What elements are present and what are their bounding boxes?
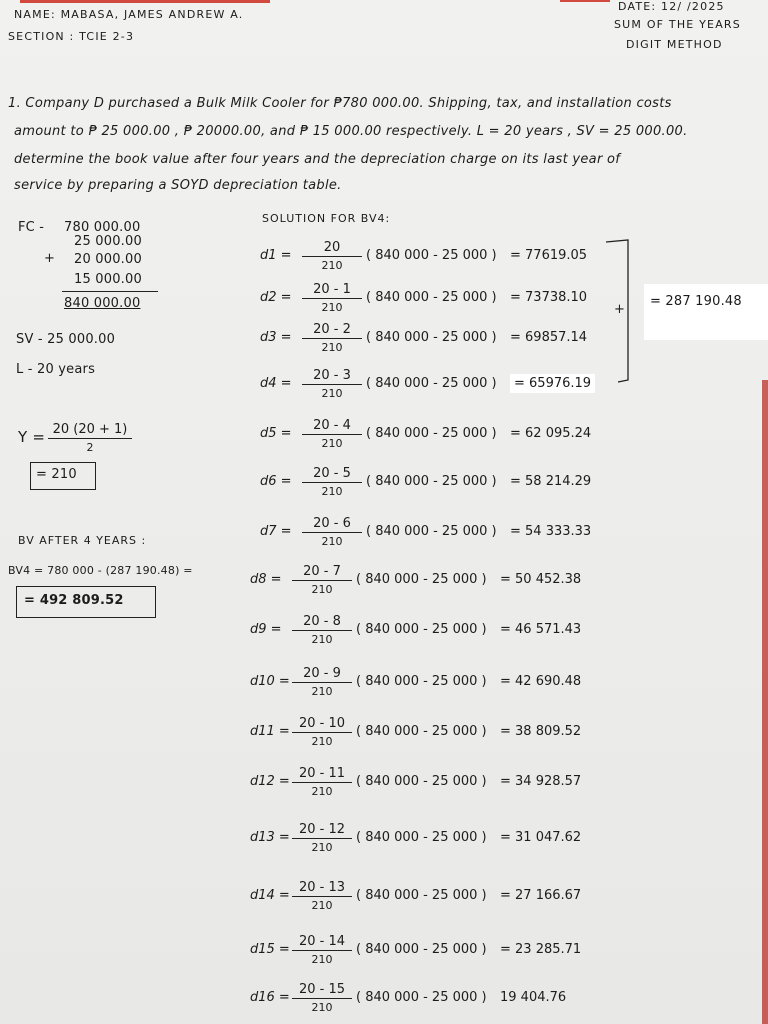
fraction-denominator: 210 — [321, 259, 343, 272]
depreciation-result: = 23 285.71 — [500, 942, 582, 957]
fraction-denominator: 210 — [321, 341, 343, 354]
depreciation-label: d11 = — [250, 724, 290, 739]
depreciable-amount: ( 840 000 - 25 000 ) — [356, 674, 487, 689]
depreciation-label: d15 = — [250, 942, 290, 957]
depreciation-result: = 46 571.43 — [500, 622, 582, 637]
fraction-denominator: 210 — [311, 735, 333, 748]
depreciation-label: d16 = — [250, 990, 290, 1005]
depreciation-result: = 34 928.57 — [500, 774, 582, 789]
life-years: L - 20 years — [16, 362, 96, 377]
depreciation-result: = 50 452.38 — [500, 572, 582, 587]
depreciation-result: = 69857.14 — [510, 330, 588, 345]
fraction-denominator: 210 — [311, 899, 333, 912]
problem-line: 1. Company D purchased a Bulk Milk Cooler for ₱780 000.00. Shipping, tax, and installation costs — [8, 96, 672, 111]
depreciable-amount: ( 840 000 - 25 000 ) — [366, 330, 497, 345]
depreciation-result: 19 404.76 — [500, 990, 567, 1005]
depreciation-label: d5 = — [260, 426, 292, 441]
depreciation-result: = 27 166.67 — [500, 888, 582, 903]
fraction-denominator: 210 — [311, 1001, 333, 1014]
depreciable-amount: ( 840 000 - 25 000 ) — [356, 572, 487, 587]
fraction-numerator: 20 - 5 — [302, 466, 362, 483]
y-numerator: 20 (20 + 1) — [48, 422, 132, 439]
date-label: DATE: 12/ /2025 — [618, 0, 725, 13]
fraction-numerator: 20 — [302, 240, 362, 257]
first-cost-item: 15 000.00 — [74, 272, 142, 287]
fraction-denominator: 210 — [321, 485, 343, 498]
fraction-numerator: 20 - 13 — [292, 880, 352, 897]
salvage-value: SV - 25 000.00 — [16, 332, 116, 347]
depreciable-amount: ( 840 000 - 25 000 ) — [366, 524, 497, 539]
fraction-denominator: 210 — [321, 437, 343, 450]
fraction-numerator: 20 - 7 — [292, 564, 352, 581]
problem-line: service by preparing a SOYD depreciation table. — [14, 178, 342, 193]
fraction-numerator: 20 - 15 — [292, 982, 352, 999]
depreciable-amount: ( 840 000 - 25 000 ) — [356, 724, 487, 739]
depreciable-amount: ( 840 000 - 25 000 ) — [366, 248, 497, 263]
fraction-numerator: 20 - 11 — [292, 766, 352, 783]
fraction-numerator: 20 - 4 — [302, 418, 362, 435]
student-name: NAME: MABASA, JAMES ANDREW A. — [14, 8, 244, 21]
depreciation-label: d10 = — [250, 674, 290, 689]
fraction-denominator: 210 — [311, 953, 333, 966]
y-result: = 210 — [36, 467, 77, 482]
method-title-line2: DIGIT METHOD — [626, 38, 723, 51]
depreciation-result: = 73738.10 — [510, 290, 588, 305]
fraction-denominator: 210 — [311, 685, 333, 698]
depreciation-label: d4 = — [260, 376, 292, 391]
plus-sign: + — [44, 251, 56, 266]
depreciable-amount: ( 840 000 - 25 000 ) — [356, 622, 487, 637]
depreciation-result: = 62 095.24 — [510, 426, 592, 441]
sum-d1-d4: = 287 190.48 — [650, 294, 742, 309]
fraction-denominator: 210 — [311, 785, 333, 798]
fraction-denominator: 210 — [321, 387, 343, 400]
depreciation-result: = 31 047.62 — [500, 830, 582, 845]
first-cost-item: 20 000.00 — [74, 252, 142, 267]
depreciation-result: = 77619.05 — [510, 248, 588, 263]
first-cost-item: 25 000.00 — [74, 234, 142, 249]
y-denominator: 2 — [86, 441, 94, 454]
bv-equation: BV4 = 780 000 - (287 190.48) = — [8, 564, 193, 577]
depreciable-amount: ( 840 000 - 25 000 ) — [366, 426, 497, 441]
depreciation-label: d13 = — [250, 830, 290, 845]
bv-result: = 492 809.52 — [24, 593, 124, 608]
depreciation-result: = 54 333.33 — [510, 524, 592, 539]
depreciation-label: d14 = — [250, 888, 290, 903]
fraction-numerator: 20 - 3 — [302, 368, 362, 385]
fraction-numerator: 20 - 2 — [302, 322, 362, 339]
depreciation-result: = 42 690.48 — [500, 674, 582, 689]
fraction-numerator: 20 - 10 — [292, 716, 352, 733]
first-cost-item: 780 000.00 — [64, 220, 141, 235]
highlight-patch — [644, 284, 768, 340]
depreciation-label: d9 = — [250, 622, 282, 637]
y-label: Y = — [18, 428, 46, 446]
solution-title: SOLUTION FOR BV4: — [262, 212, 391, 225]
bracket-plus: + — [614, 302, 626, 317]
fraction-numerator: 20 - 1 — [302, 282, 362, 299]
depreciable-amount: ( 840 000 - 25 000 ) — [366, 376, 497, 391]
fraction-denominator: 210 — [311, 583, 333, 596]
fraction-denominator: 210 — [321, 535, 343, 548]
depreciable-amount: ( 840 000 - 25 000 ) — [356, 888, 487, 903]
depreciation-label: d6 = — [260, 474, 292, 489]
method-title-line1: SUM OF THE YEARS — [614, 18, 741, 31]
depreciation-label: d2 = — [260, 290, 292, 305]
fraction-numerator: 20 - 9 — [292, 666, 352, 683]
bv-title: BV AFTER 4 YEARS : — [18, 534, 147, 547]
fraction-denominator: 210 — [311, 633, 333, 646]
first-cost-label: FC - — [18, 220, 45, 235]
depreciation-result: = 65976.19 — [510, 374, 595, 393]
depreciable-amount: ( 840 000 - 25 000 ) — [356, 990, 487, 1005]
depreciation-label: d3 = — [260, 330, 292, 345]
section-label: SECTION : TCIE 2-3 — [8, 30, 135, 43]
depreciable-amount: ( 840 000 - 25 000 ) — [366, 290, 497, 305]
depreciable-amount: ( 840 000 - 25 000 ) — [356, 830, 487, 845]
fraction-denominator: 210 — [311, 841, 333, 854]
depreciation-label: d7 = — [260, 524, 292, 539]
fraction-numerator: 20 - 14 — [292, 934, 352, 951]
depreciation-result: = 58 214.29 — [510, 474, 592, 489]
depreciable-amount: ( 840 000 - 25 000 ) — [366, 474, 497, 489]
depreciation-label: d1 = — [260, 248, 292, 263]
problem-line: determine the book value after four years and the depreciation charge on its last year of — [14, 152, 621, 167]
fraction-denominator: 210 — [321, 301, 343, 314]
depreciation-label: d12 = — [250, 774, 290, 789]
depreciation-label: d8 = — [250, 572, 282, 587]
problem-line: amount to ₱ 25 000.00 , ₱ 20000.00, and ₱ 15 000.00 respectively. L = 20 years , SV = 25 000.00. — [14, 124, 688, 139]
depreciable-amount: ( 840 000 - 25 000 ) — [356, 774, 487, 789]
depreciable-amount: ( 840 000 - 25 000 ) — [356, 942, 487, 957]
depreciation-result: = 38 809.52 — [500, 724, 582, 739]
fraction-numerator: 20 - 6 — [302, 516, 362, 533]
fraction-numerator: 20 - 8 — [292, 614, 352, 631]
fraction-numerator: 20 - 12 — [292, 822, 352, 839]
first-cost-total: 840 000.00 — [64, 296, 141, 311]
